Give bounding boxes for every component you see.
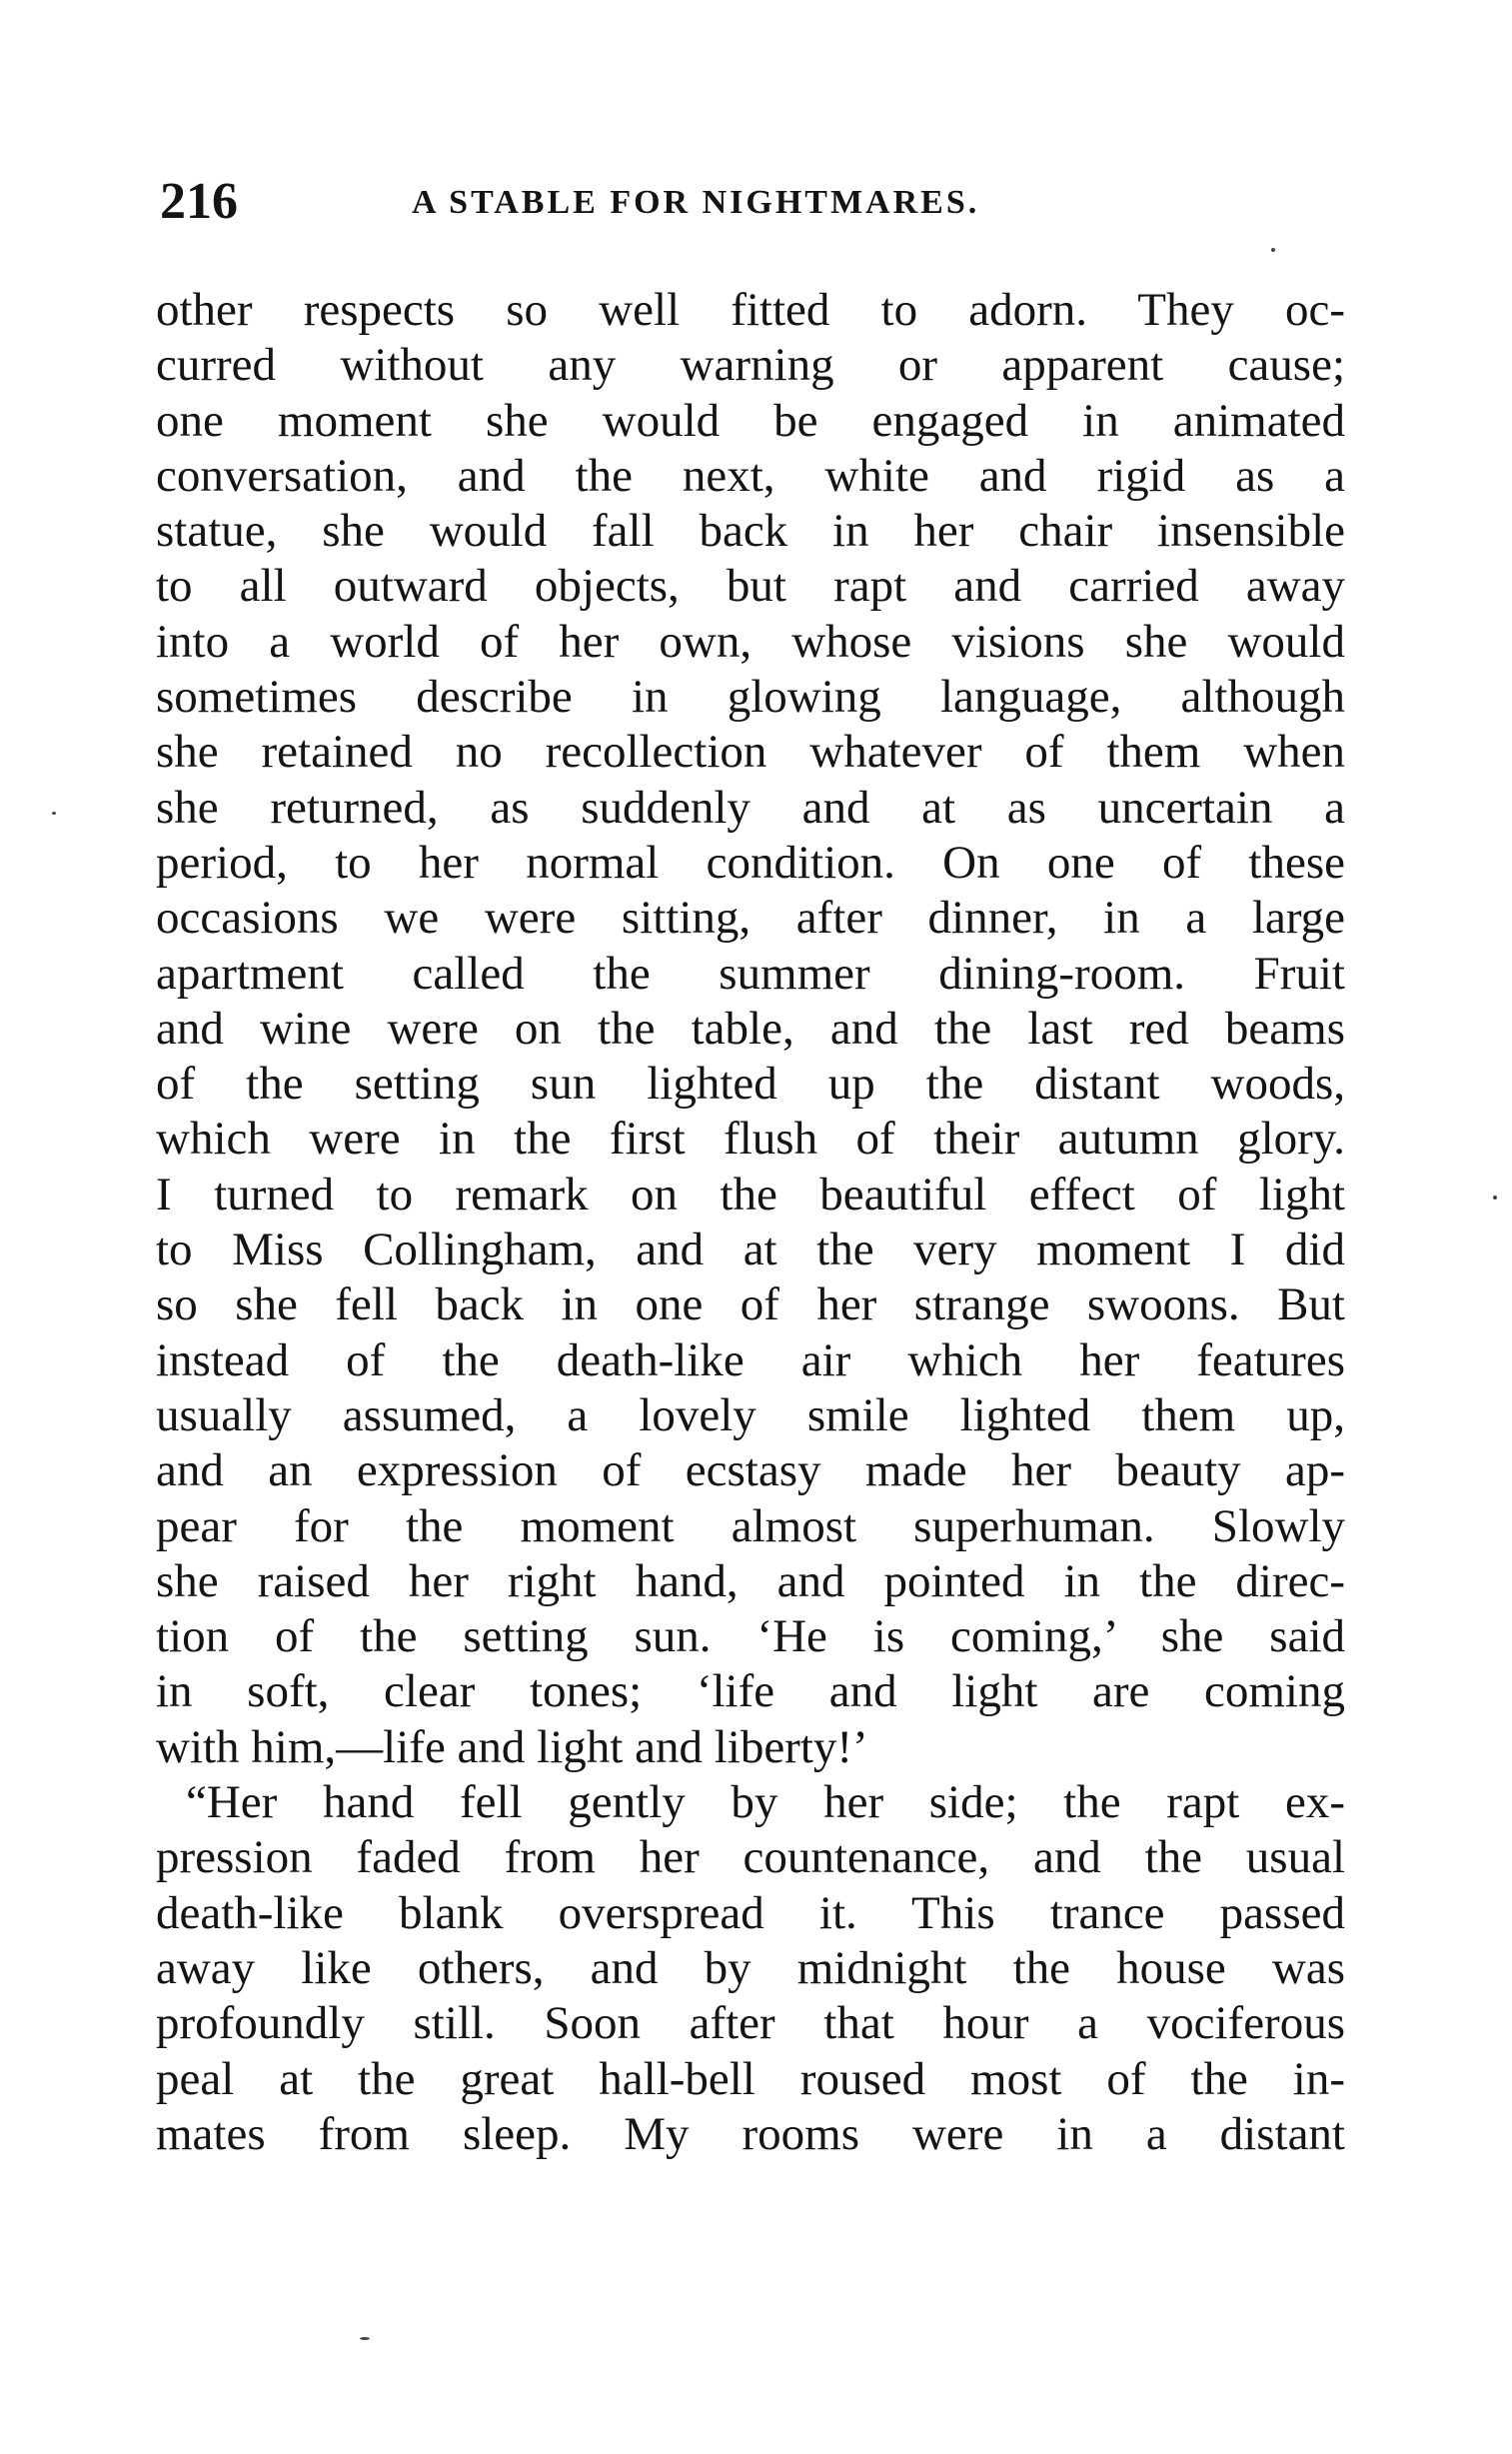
text-line: “Her hand fell gently by her side; the rapt ex- (186, 1776, 1345, 1829)
text-line: death-like blank overspread it. This trance passed (156, 1886, 1345, 1939)
text-line: in soft, clear tones; ‘life and light are coming (156, 1665, 1345, 1718)
text-line: curred without any warning or apparent cause; (156, 339, 1345, 392)
text-line: conversation, and the next, white and rigid as a (156, 449, 1345, 502)
text-line: into a world of her own, whose visions she would (156, 615, 1345, 668)
text-line: of the setting sun lighted up the distant woods, (156, 1058, 1345, 1111)
text-line: tion of the setting sun. ‘He is coming,’ she said (156, 1610, 1345, 1663)
paragraph (156, 283, 1345, 1775)
text-line: one moment she would be engaged in animated (156, 394, 1345, 447)
text-line: I turned to remark on the beautiful effect of light (156, 1168, 1345, 1221)
text-line: she raised her right hand, and pointed in the direc- (156, 1554, 1345, 1607)
text-line: and an expression of ecstasy made her beauty ap- (156, 1444, 1345, 1497)
text-line: she returned, as suddenly and at as uncertain a (156, 781, 1345, 834)
print-speck (1493, 1196, 1497, 1200)
page-number: 216 (160, 173, 238, 230)
text-line: sometimes describe in glowing language, although (156, 671, 1345, 724)
text-line: pear for the moment almost superhuman. Slowly (156, 1499, 1345, 1552)
text-line: other respects so well fitted to adorn. They oc- (156, 284, 1345, 336)
print-speck (360, 2337, 370, 2340)
text-line: mates from sleep. My rooms were in a distant (156, 2107, 1345, 2160)
print-speck (52, 812, 56, 815)
text-line: occasions we were sitting, after dinner, in a large (156, 892, 1345, 945)
text-line: and wine were on the table, and the last red beams (156, 1002, 1345, 1055)
paragraph (156, 1775, 1345, 2162)
page-header (160, 172, 1359, 232)
text-line: away like others, and by midnight the house was (156, 1941, 1345, 1994)
text-line: to all outward objects, but rapt and carried away (156, 560, 1345, 613)
text-line: to Miss Collingham, and at the very moment I did (156, 1224, 1345, 1276)
text-line: which were in the first flush of their autumn glory. (156, 1113, 1345, 1166)
running-title: A STABLE FOR NIGHTMARES. (412, 184, 980, 221)
body-text (156, 283, 1345, 2162)
text-line: usually assumed, a lovely smile lighted them up, (156, 1388, 1345, 1441)
text-line: apartment called the summer dining-room. Fruit (156, 947, 1345, 1000)
text-line: pression faded from her countenance, and the usual (156, 1831, 1345, 1884)
text-line: with him,—life and light and liberty!’ (156, 1720, 868, 1773)
text-line: so she fell back in one of her strange swoons. But (156, 1278, 1345, 1331)
text-line: she retained no recollection whatever of them when (156, 726, 1345, 779)
text-line: statue, she would fall back in her chair insensible (156, 505, 1345, 558)
text-line: period, to her normal condition. On one of these (156, 836, 1345, 889)
text-line: peal at the great hall-bell roused most of the in- (156, 2052, 1345, 2105)
print-speck (1271, 248, 1275, 252)
text-line: instead of the death-like air which her features (156, 1333, 1345, 1386)
text-line: profoundly still. Soon after that hour a vociferous (156, 1997, 1345, 2050)
